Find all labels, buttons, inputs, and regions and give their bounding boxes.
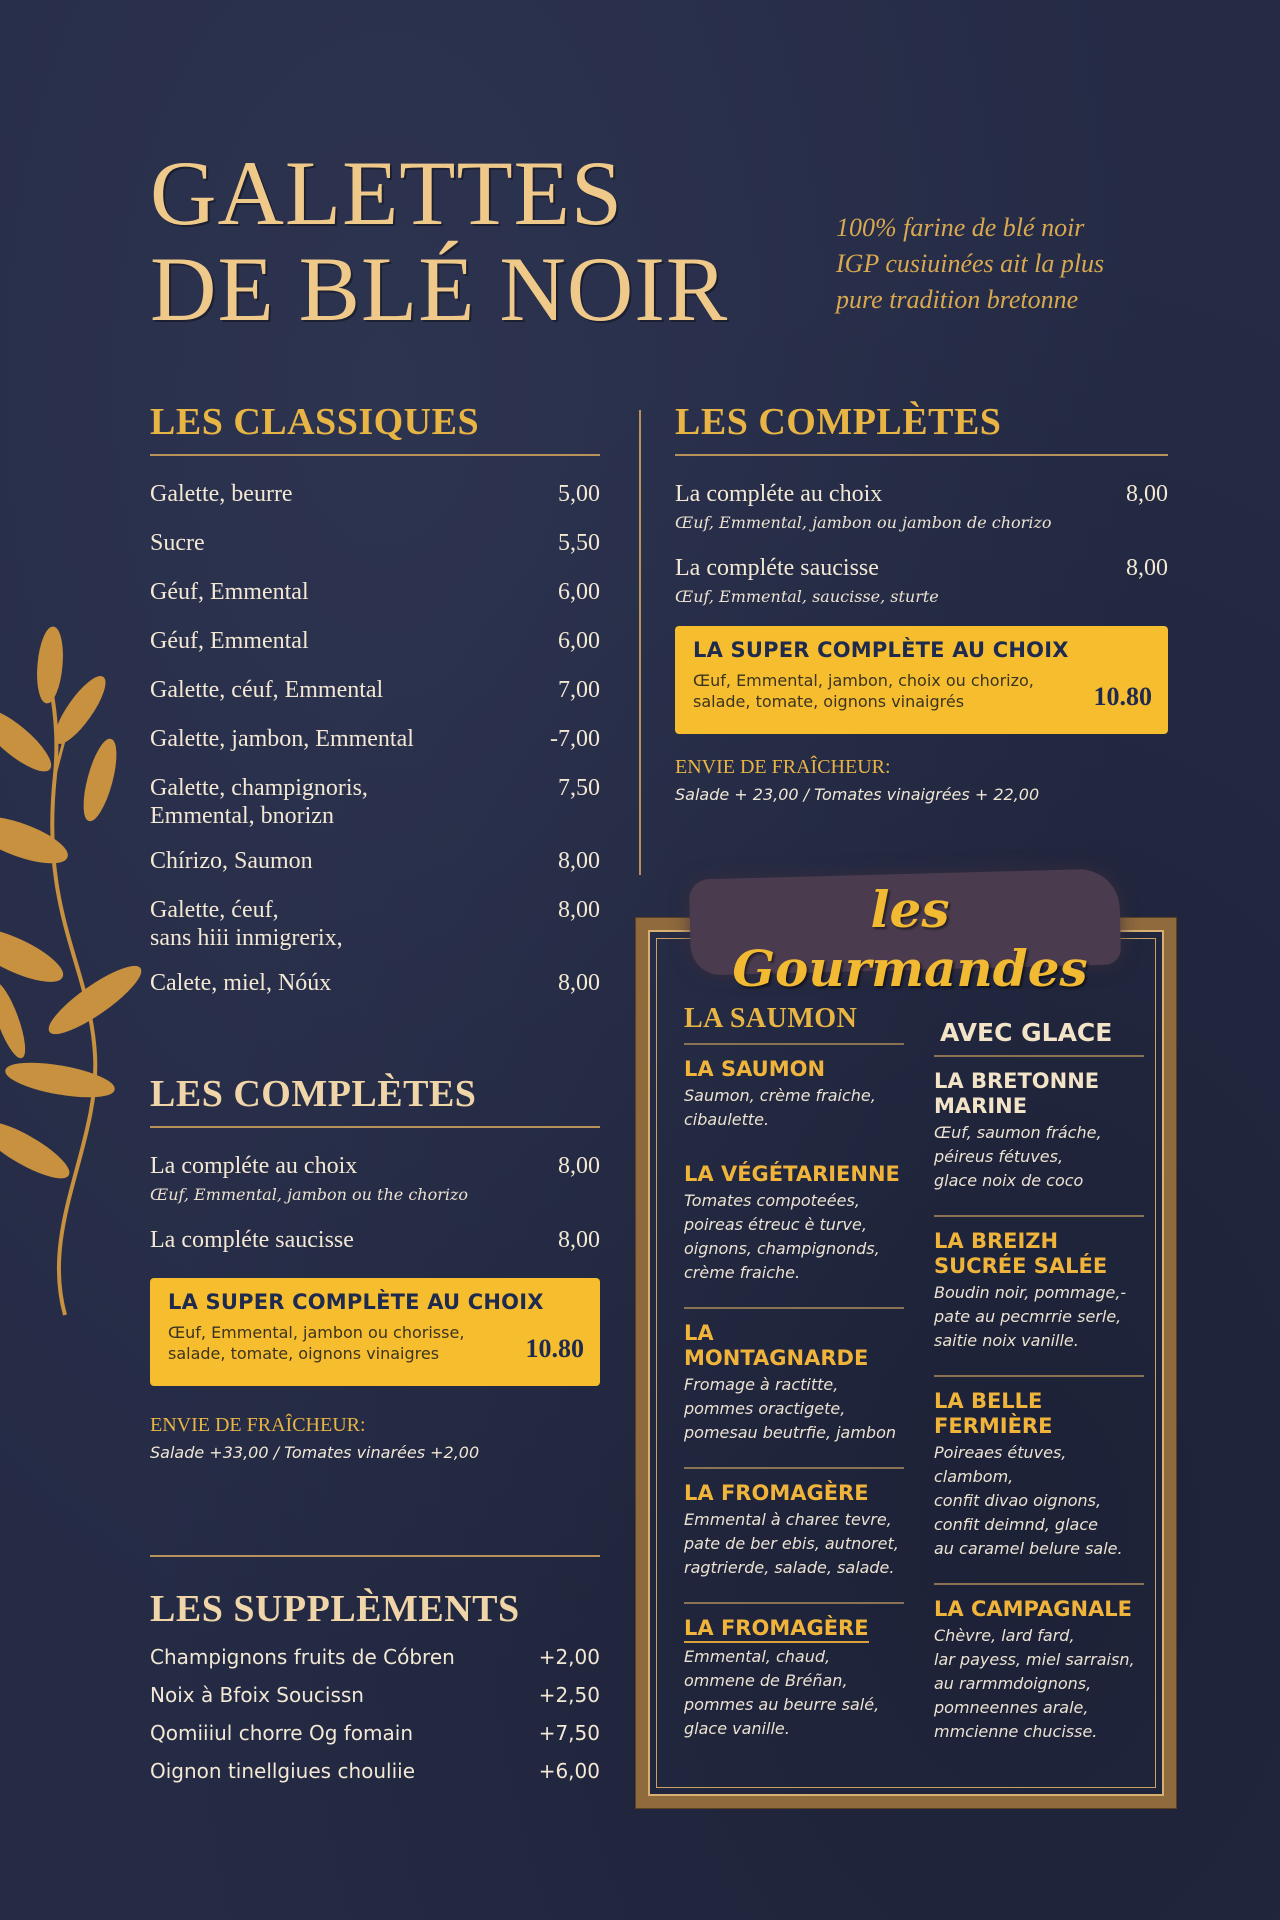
item-name: LA VÉGÉTARIENNE [684, 1162, 900, 1186]
menu-item [150, 627, 600, 655]
gourmandes-left-column [684, 1003, 904, 1763]
gourmande-item [934, 1229, 1144, 1353]
divider [684, 1467, 904, 1469]
divider [684, 1602, 904, 1604]
section-completes-left [150, 1072, 600, 1462]
item-price: 8,00 [558, 848, 600, 874]
divider [150, 1555, 600, 1557]
item-desc: Saumon, crème fraiche, cibaulette. [684, 1086, 876, 1129]
item-name: LA SAUMON [684, 1057, 826, 1081]
menu-item [150, 969, 600, 997]
tagline-line-1: 100% farine de blé noir [836, 213, 1085, 242]
item-price: 8,00 [558, 970, 600, 996]
divider [934, 1375, 1144, 1377]
super-complete-box [675, 626, 1168, 734]
menu-item [150, 578, 600, 606]
super-desc: Œuf, Emmental, jambon ou chorisse, salade, tomate, oignons vinaigres [168, 1323, 465, 1363]
gourmande-item [684, 1057, 904, 1132]
super-title: LA SUPER COMPLÈTE AU CHOIX [168, 1290, 544, 1314]
menu-item [150, 480, 600, 508]
section-classiques [150, 400, 600, 456]
fresh-body: Salade +33,00 / Tomates vinarées +2,00 [150, 1443, 480, 1462]
section-supplements [150, 1555, 600, 1797]
item-desc: Œuf, Emmental, jambon ou the chorizo [150, 1185, 469, 1204]
item-name: LA BREIZH SUCRÉE SALÉE [934, 1229, 1108, 1278]
super-price: 10.80 [525, 1334, 584, 1363]
supplement-item: Noix à Bfoix Soucissn +2,50 [150, 1683, 600, 1707]
fresh-note [675, 756, 1168, 804]
item-name: La compléte au choix [675, 481, 883, 507]
item-name: La compléte au choix [150, 1153, 358, 1179]
item-desc: Œuf, Emmental, jambon ou jambon de chorizo [675, 513, 1052, 532]
section-title-completes: LES COMPLÈTES [150, 1073, 477, 1115]
gourmande-item [934, 1597, 1144, 1744]
gourmandes-title: les Gourmandes [732, 880, 1088, 998]
supplements-list [150, 1645, 600, 1783]
item-name: Géuf, Emmental [150, 628, 309, 654]
supplement-item: Oignon tinellgiues chouliie +6,00 [150, 1759, 600, 1783]
item-desc: Fromage à ractitte, pommes oractigete, pomesau beutrfie, jambon [684, 1375, 897, 1442]
tagline-line-3: pure tradition bretonne [836, 285, 1079, 314]
gourmande-item [684, 1481, 904, 1580]
menu-item [675, 554, 1168, 608]
item-name: Galette, jambon, Emmental [150, 726, 414, 752]
divider [934, 1055, 1144, 1057]
menu-item [150, 1226, 600, 1254]
item-name: Chírizo, Saumon [150, 848, 313, 874]
item-name: LA FROMAGÈRE [684, 1481, 869, 1505]
gourmande-item [684, 1162, 904, 1285]
item-name: Galette, ćeuf, sans hiii inmigrerix, [150, 897, 343, 951]
gourmande-item [684, 1321, 904, 1445]
gourmande-item [684, 1616, 904, 1741]
item-name: LA FROMAGÈRE [684, 1616, 869, 1643]
super-complete-box [150, 1278, 600, 1386]
item-name: Galette, céuf, Emmental [150, 677, 384, 703]
fresh-body: Salade + 23,00 / Tomates vinaigrées + 22,00 [675, 785, 1040, 804]
item-desc: Emmental, chaud, ommene de Bréñan, pommes au beurre salé, glace vanille. [684, 1647, 880, 1738]
column-divider [639, 410, 641, 875]
page-title [150, 142, 729, 340]
item-price: 8,00 [1126, 481, 1168, 507]
item-desc: Chèvre, lard fard, lar payess, miel sarraisn, au rarmmdoignons, pomneennes arale, mmcienne chucisse. [934, 1626, 1135, 1741]
menu-item [150, 774, 600, 830]
item-price: 7,00 [558, 677, 600, 703]
menu-item [150, 676, 600, 704]
item-price: -7,00 [550, 726, 600, 752]
item-price: 5,50 [558, 530, 600, 556]
divider [675, 454, 1168, 456]
menu-item [150, 725, 600, 753]
item-name: Sucre [150, 530, 205, 556]
fresh-title: ENVIE DE FRAÎCHEUR: [150, 1414, 366, 1436]
item-name: LA CAMPAGNALE [934, 1597, 1133, 1621]
divider [684, 1307, 904, 1309]
gourmandes-left-heading: LA SAUMON [684, 1003, 858, 1034]
item-desc: Œuf, Emmental, saucisse, sturte [675, 587, 939, 606]
item-price: 8,00 [1126, 555, 1168, 581]
menu-item [150, 847, 600, 875]
menu-item [150, 896, 600, 952]
item-name: LA BELLE FERMIÈRE [934, 1389, 1053, 1438]
menu-item [150, 529, 600, 557]
supplement-item: Champignons fruits de Cóbren +2,00 [150, 1645, 600, 1669]
item-desc: Boudin noir, pommage,- pate au pecmrrie serle, saitie noix vanille. [934, 1283, 1127, 1350]
tagline [836, 210, 1104, 318]
title-line-2: DE BLÉ NOIR [150, 238, 729, 340]
item-name: Galette, beurre [150, 481, 293, 507]
item-desc: Tomates compoteées, poireas étreuc è turve, oignons, champignonds, crème fraiche. [684, 1191, 880, 1282]
title-line-1: GALETTES [150, 142, 624, 244]
item-desc: Œuf, saumon fráche, péireus fétuves, glace noix de coco [934, 1123, 1102, 1190]
gourmandes-right-heading: AVEC GLACE [940, 1018, 1113, 1047]
item-name: Calete, miel, Nóúx [150, 970, 332, 996]
fresh-title: ENVIE DE FRAÎCHEUR: [675, 756, 891, 778]
item-name: Géuf, Emmental [150, 579, 309, 605]
divider [934, 1215, 1144, 1217]
divider [150, 1126, 600, 1128]
gourmande-item [934, 1389, 1144, 1561]
item-price: 5,00 [558, 481, 600, 507]
item-price: 8,00 [558, 897, 600, 923]
section-title-classiques: LES CLASSIQUES [150, 401, 480, 443]
item-price: 6,00 [558, 579, 600, 605]
item-name: LA BRETONNE MARINE [934, 1069, 1100, 1118]
divider [150, 454, 600, 456]
item-desc: Emmental à chareε tevre, pate de ber ebis, autnoret, ragtrierde, salade, salade. [684, 1510, 899, 1577]
item-price: 8,00 [558, 1153, 600, 1179]
item-price: 8,00 [558, 1227, 600, 1253]
item-name: Galette, champignoris, Emmental, bnorizn [150, 775, 368, 829]
section-title-supplements: LES SUPPLÈMENTS [150, 1588, 520, 1630]
item-price: 7,50 [558, 775, 600, 801]
supplement-item: Qomiiiul chorre Og fomain +7,50 [150, 1721, 600, 1745]
item-name: LA MONTAGNARDE [684, 1321, 869, 1370]
section-title-completes: LES COMPLÈTES [675, 401, 1002, 443]
super-desc: Œuf, Emmental, jambon, choix ou chorizo, salade, tomate, oignons vinaigrés [693, 671, 1034, 711]
item-name: La compléte saucisse [675, 555, 879, 581]
divider [934, 1583, 1144, 1585]
item-price: 6,00 [558, 628, 600, 654]
menu-item [150, 1152, 600, 1206]
super-title: LA SUPER COMPLÈTE AU CHOIX [693, 638, 1069, 662]
item-desc: Poireaes étuves, clambom, confit divao oignons, confit deimnd, glace au caramel belure sale. [934, 1443, 1123, 1558]
fresh-note [150, 1414, 600, 1462]
tagline-line-2: IGP cusiuinées ait la plus [836, 249, 1105, 278]
section-completes-right [675, 400, 1168, 804]
leaf-branch-icon [0, 625, 150, 1325]
gourmande-item [934, 1069, 1144, 1193]
item-name: La compléte saucisse [150, 1227, 354, 1253]
super-price: 10.80 [1093, 682, 1152, 711]
classiques-list [150, 480, 600, 1018]
divider [684, 1043, 904, 1045]
gourmandes-right-column [934, 1018, 1144, 1766]
menu-item [675, 480, 1168, 534]
